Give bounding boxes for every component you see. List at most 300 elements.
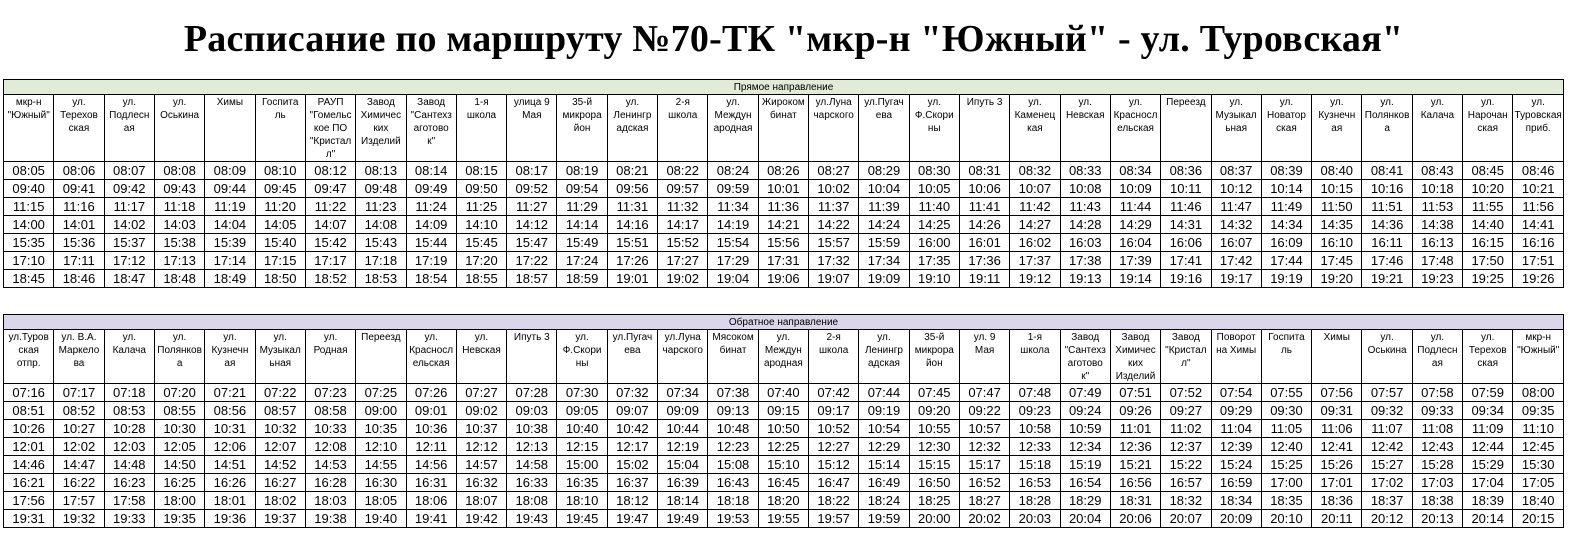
departure-time: 15:27 [1362,456,1412,474]
departure-time: 16:39 [658,474,708,492]
departure-time: 09:57 [658,180,708,198]
departure-time: 14:40 [1463,216,1513,234]
departure-time: 10:37 [456,420,506,438]
departure-time: 16:32 [456,474,506,492]
stop-name: ул. Междун ародная [708,95,758,162]
departure-time: 15:15 [909,456,959,474]
departure-time: 18:03 [305,492,355,510]
departure-time: 10:48 [708,420,758,438]
departure-time: 11:51 [1362,198,1412,216]
departure-time: 07:49 [1060,384,1110,402]
departure-time: 16:00 [909,234,959,252]
departure-time: 12:43 [1412,438,1462,456]
departure-time: 08:55 [154,402,204,420]
backward-stop-header-row [4,330,1564,384]
departure-time: 19:36 [205,510,255,528]
departure-time: 19:02 [658,270,708,288]
departure-time: 17:34 [859,252,909,270]
departure-time: 19:40 [356,510,406,528]
departure-time: 08:26 [758,162,808,180]
departure-time: 14:25 [909,216,959,234]
departure-time: 15:40 [255,234,305,252]
departure-time: 18:53 [356,270,406,288]
departure-time: 18:36 [1312,492,1362,510]
departure-time: 07:22 [255,384,305,402]
departure-time: 17:46 [1362,252,1412,270]
departure-time: 10:50 [758,420,808,438]
departure-time: 14:55 [356,456,406,474]
departure-time: 19:32 [54,510,104,528]
departure-time: 11:16 [54,198,104,216]
departure-time: 19:14 [1110,270,1160,288]
departure-time: 11:31 [607,198,657,216]
departure-time: 18:31 [1110,492,1160,510]
stop-name: ул. Нарочан ская [1463,95,1513,162]
table-row [4,438,1564,456]
departure-time: 15:52 [658,234,708,252]
departure-time: 08:09 [205,162,255,180]
departure-time: 16:31 [406,474,456,492]
departure-time: 09:42 [104,180,154,198]
departure-time: 12:36 [1110,438,1160,456]
departure-time: 08:39 [1261,162,1311,180]
departure-time: 11:46 [1161,198,1211,216]
departure-time: 09:03 [507,402,557,420]
departure-time: 12:44 [1463,438,1513,456]
departure-time: 12:11 [406,438,456,456]
departure-time: 08:40 [1312,162,1362,180]
departure-time: 12:05 [154,438,204,456]
departure-time: 12:06 [205,438,255,456]
departure-time: 18:22 [809,492,859,510]
departure-time: 08:31 [959,162,1009,180]
departure-time: 09:15 [758,402,808,420]
departure-time: 12:23 [708,438,758,456]
table-row [4,456,1564,474]
departure-time: 17:57 [54,492,104,510]
departure-time: 16:54 [1060,474,1110,492]
departure-time: 14:17 [658,216,708,234]
departure-time: 14:48 [104,456,154,474]
departure-time: 11:32 [658,198,708,216]
stop-name: ул. Красносл ельская [1110,95,1160,162]
departure-time: 17:05 [1513,474,1564,492]
departure-time: 07:34 [658,384,708,402]
departure-time: 20:13 [1412,510,1462,528]
departure-time: 08:19 [557,162,607,180]
departure-time: 18:40 [1513,492,1564,510]
departure-time: 19:25 [1463,270,1513,288]
departure-time: 20:06 [1110,510,1160,528]
departure-time: 19:06 [758,270,808,288]
stop-name: ул. Оськина [154,95,204,162]
departure-time: 08:05 [4,162,54,180]
departure-time: 16:26 [205,474,255,492]
departure-time: 10:06 [959,180,1009,198]
departure-time: 07:18 [104,384,154,402]
departure-time: 10:52 [809,420,859,438]
departure-time: 17:41 [1161,252,1211,270]
departure-time: 20:03 [1010,510,1060,528]
departure-time: 16:49 [859,474,909,492]
departure-time: 15:43 [356,234,406,252]
departure-time: 14:04 [205,216,255,234]
departure-time: 15:08 [708,456,758,474]
departure-time: 09:26 [1110,402,1160,420]
departure-time: 10:11 [1161,180,1211,198]
departure-time: 07:25 [356,384,406,402]
departure-time: 15:04 [658,456,708,474]
departure-time: 11:47 [1211,198,1261,216]
departure-time: 18:05 [356,492,406,510]
stop-name: Завод "Кристал л" [1161,330,1211,384]
departure-time: 08:53 [104,402,154,420]
departure-time: 15:18 [1010,456,1060,474]
departure-time: 11:20 [255,198,305,216]
departure-time: 17:38 [1060,252,1110,270]
departure-time: 11:29 [557,198,607,216]
departure-time: 18:59 [557,270,607,288]
departure-time: 10:59 [1060,420,1110,438]
departure-time: 19:43 [507,510,557,528]
departure-time: 17:26 [607,252,657,270]
stop-name: ул. Оськина [1362,330,1412,384]
departure-time: 11:40 [909,198,959,216]
departure-time: 19:49 [658,510,708,528]
departure-time: 15:38 [154,234,204,252]
departure-time: 17:42 [1211,252,1261,270]
departure-time: 14:21 [758,216,808,234]
departure-time: 09:19 [859,402,909,420]
departure-time: 10:26 [4,420,54,438]
stop-name: 2-я школа [658,95,708,162]
departure-time: 11:15 [4,198,54,216]
departure-time: 15:28 [1412,456,1462,474]
departure-time: 07:42 [809,384,859,402]
departure-time: 14:36 [1362,216,1412,234]
departure-time: 17:12 [104,252,154,270]
departure-time: 14:10 [456,216,506,234]
departure-time: 08:22 [658,162,708,180]
departure-time: 08:08 [154,162,204,180]
departure-time: 20:12 [1362,510,1412,528]
departure-time: 16:53 [1010,474,1060,492]
departure-time: 14:14 [557,216,607,234]
departure-time: 12:19 [658,438,708,456]
departure-time: 14:29 [1110,216,1160,234]
stop-name: ул. Красносл ельская [406,330,456,384]
departure-time: 18:08 [507,492,557,510]
departure-time: 09:41 [54,180,104,198]
departure-time: 18:37 [1362,492,1412,510]
departure-time: 15:14 [859,456,909,474]
departure-time: 10:14 [1261,180,1311,198]
backward-schedule-table [3,314,1564,528]
departure-time: 08:30 [909,162,959,180]
departure-time: 14:58 [507,456,557,474]
departure-time: 18:29 [1060,492,1110,510]
departure-time: 08:33 [1060,162,1110,180]
departure-time: 14:26 [959,216,1009,234]
departure-time: 14:27 [1010,216,1060,234]
stop-name: ул. Ленингр адская [859,330,909,384]
stop-name: Химы [1312,330,1362,384]
departure-time: 07:54 [1211,384,1261,402]
departure-time: 09:56 [607,180,657,198]
departure-time: 19:20 [1312,270,1362,288]
departure-time: 12:45 [1513,438,1564,456]
table-row [4,162,1564,180]
departure-time: 17:29 [708,252,758,270]
departure-time: 09:50 [456,180,506,198]
departure-time: 10:21 [1513,180,1564,198]
departure-time: 08:17 [507,162,557,180]
departure-time: 16:27 [255,474,305,492]
departure-time: 11:05 [1261,420,1311,438]
departure-time: 17:24 [557,252,607,270]
departure-time: 15:54 [708,234,758,252]
departure-time: 09:22 [959,402,1009,420]
departure-time: 15:47 [507,234,557,252]
departure-time: 10:15 [1312,180,1362,198]
departure-time: 11:39 [859,198,909,216]
departure-time: 19:41 [406,510,456,528]
departure-time: 17:32 [809,252,859,270]
departure-time: 08:58 [305,402,355,420]
departure-time: 17:17 [305,252,355,270]
forward-stop-header-row [4,95,1564,162]
departure-time: 08:15 [456,162,506,180]
departure-time: 15:10 [758,456,808,474]
departure-time: 14:16 [607,216,657,234]
stop-name: Мясоком бинат [708,330,758,384]
stop-name: Ипуть 3 [507,330,557,384]
departure-time: 14:52 [255,456,305,474]
departure-time: 15:49 [557,234,607,252]
backward-direction-header [4,315,1564,330]
departure-time: 11:09 [1463,420,1513,438]
departure-time: 17:36 [959,252,1009,270]
departure-time: 07:27 [456,384,506,402]
departure-time: 07:44 [859,384,909,402]
departure-time: 15:25 [1261,456,1311,474]
departure-time: 18:27 [959,492,1009,510]
departure-time: 20:14 [1463,510,1513,528]
departure-time: 18:49 [205,270,255,288]
departure-time: 14:50 [154,456,204,474]
departure-time: 19:23 [1412,270,1462,288]
stop-name: ул.Пугач ева [607,330,657,384]
departure-time: 16:56 [1110,474,1160,492]
departure-time: 19:45 [557,510,607,528]
departure-time: 07:20 [154,384,204,402]
stop-name: ул. Полянков а [154,330,204,384]
departure-time: 14:07 [305,216,355,234]
departure-time: 19:31 [4,510,54,528]
departure-time: 09:02 [456,402,506,420]
departure-time: 10:08 [1060,180,1110,198]
departure-time: 09:09 [658,402,708,420]
departure-time: 11:06 [1312,420,1362,438]
departure-time: 10:12 [1211,180,1261,198]
departure-time: 17:00 [1261,474,1311,492]
stop-name: ул. Ф.Скори ны [557,330,607,384]
departure-time: 08:51 [4,402,54,420]
departure-time: 12:37 [1161,438,1211,456]
departure-time: 09:05 [557,402,607,420]
departure-time: 07:26 [406,384,456,402]
departure-time: 14:08 [356,216,406,234]
table-row [4,492,1564,510]
departure-time: 09:59 [708,180,758,198]
departure-time: 08:14 [406,162,456,180]
departure-time: 19:38 [305,510,355,528]
departure-time: 09:35 [1513,402,1564,420]
departure-time: 10:09 [1110,180,1160,198]
stop-name: мкр-н "Южный" [1513,330,1564,384]
stop-name: ул. Кузнечн ая [1312,95,1362,162]
departure-time: 15:51 [607,234,657,252]
departure-time: 17:20 [456,252,506,270]
stop-name: Завод "Сантехз аготово к" [406,95,456,162]
departure-time: 20:09 [1211,510,1261,528]
departure-time: 16:57 [1161,474,1211,492]
departure-time: 17:58 [104,492,154,510]
table-row [4,420,1564,438]
departure-time: 18:32 [1161,492,1211,510]
departure-time: 16:33 [507,474,557,492]
page-title: Расписание по маршруту №70-ТК "мкр-н "Южный" - ул. Туровская" [183,18,1404,60]
departure-time: 18:06 [406,492,456,510]
departure-time: 07:23 [305,384,355,402]
departure-time: 15:02 [607,456,657,474]
table-row [4,510,1564,528]
departure-time: 10:20 [1463,180,1513,198]
departure-time: 08:37 [1211,162,1261,180]
departure-time: 12:30 [909,438,959,456]
departure-time: 20:11 [1312,510,1362,528]
stop-name: ул. Калача [1412,95,1462,162]
departure-time: 17:27 [658,252,708,270]
departure-time: 09:27 [1161,402,1211,420]
departure-time: 19:33 [104,510,154,528]
stop-name: ул. Невская [1060,95,1110,162]
departure-time: 15:26 [1312,456,1362,474]
departure-time: 17:39 [1110,252,1160,270]
departure-time: 19:59 [859,510,909,528]
departure-time: 08:56 [205,402,255,420]
departure-time: 15:12 [809,456,859,474]
departure-time: 11:36 [758,198,808,216]
departure-time: 08:43 [1412,162,1462,180]
stop-name: 1-я школа [1010,330,1060,384]
departure-time: 14:00 [4,216,54,234]
departure-time: 15:19 [1060,456,1110,474]
departure-time: 15:24 [1211,456,1261,474]
departure-time: 08:21 [607,162,657,180]
departure-time: 16:21 [4,474,54,492]
departure-time: 07:56 [1312,384,1362,402]
departure-time: 09:32 [1362,402,1412,420]
departure-time: 19:13 [1060,270,1110,288]
departure-time: 16:52 [959,474,1009,492]
departure-time: 11:22 [305,198,355,216]
departure-time: 10:27 [54,420,104,438]
departure-time: 09:17 [809,402,859,420]
departure-time: 08:45 [1463,162,1513,180]
departure-time: 10:28 [104,420,154,438]
departure-time: 08:27 [809,162,859,180]
table-row [4,180,1564,198]
departure-time: 15:44 [406,234,456,252]
departure-time: 19:57 [809,510,859,528]
departure-time: 10:58 [1010,420,1060,438]
departure-time: 14:02 [104,216,154,234]
departure-time: 09:23 [1010,402,1060,420]
forward-schedule-body [4,80,1564,288]
departure-time: 20:04 [1060,510,1110,528]
stop-name: Переезд [1161,95,1211,162]
departure-time: 20:02 [959,510,1009,528]
departure-time: 12:33 [1010,438,1060,456]
departure-time: 10:35 [356,420,406,438]
departure-time: 16:22 [54,474,104,492]
stop-name: РАУП "Гомельс кое ПО "Кристал л" [305,95,355,162]
departure-time: 16:37 [607,474,657,492]
table-row [4,216,1564,234]
departure-time: 18:01 [205,492,255,510]
departure-time: 16:06 [1161,234,1211,252]
departure-time: 15:42 [305,234,355,252]
departure-time: 09:31 [1312,402,1362,420]
departure-time: 14:01 [54,216,104,234]
stop-name: ул. Родная [305,330,355,384]
departure-time: 16:13 [1412,234,1462,252]
departure-time: 11:08 [1412,420,1462,438]
departure-time: 18:20 [758,492,808,510]
departure-time: 14:47 [54,456,104,474]
departure-time: 15:56 [758,234,808,252]
departure-time: 15:57 [809,234,859,252]
table-row [4,252,1564,270]
departure-time: 11:49 [1261,198,1311,216]
departure-time: 10:42 [607,420,657,438]
departure-time: 12:13 [507,438,557,456]
departure-time: 16:28 [305,474,355,492]
departure-time: 18:45 [4,270,54,288]
departure-time: 15:45 [456,234,506,252]
departure-time: 07:32 [607,384,657,402]
departure-time: 07:21 [205,384,255,402]
departure-time: 09:54 [557,180,607,198]
stop-name: мкр-н "Южный" [4,95,54,162]
departure-time: 08:00 [1513,384,1564,402]
departure-time: 12:15 [557,438,607,456]
stop-name: ул. Невская [456,330,506,384]
departure-time: 10:55 [909,420,959,438]
forward-direction-label: Прямое направление [4,80,1564,95]
departure-time: 18:57 [507,270,557,288]
departure-time: 14:03 [154,216,204,234]
departure-time: 19:01 [607,270,657,288]
departure-time: 14:46 [4,456,54,474]
departure-time: 19:17 [1211,270,1261,288]
departure-time: 14:53 [305,456,355,474]
departure-time: 11:37 [809,198,859,216]
table-row [4,474,1564,492]
departure-time: 11:01 [1110,420,1160,438]
stop-name: Завод Химичес ких Изделий [356,95,406,162]
